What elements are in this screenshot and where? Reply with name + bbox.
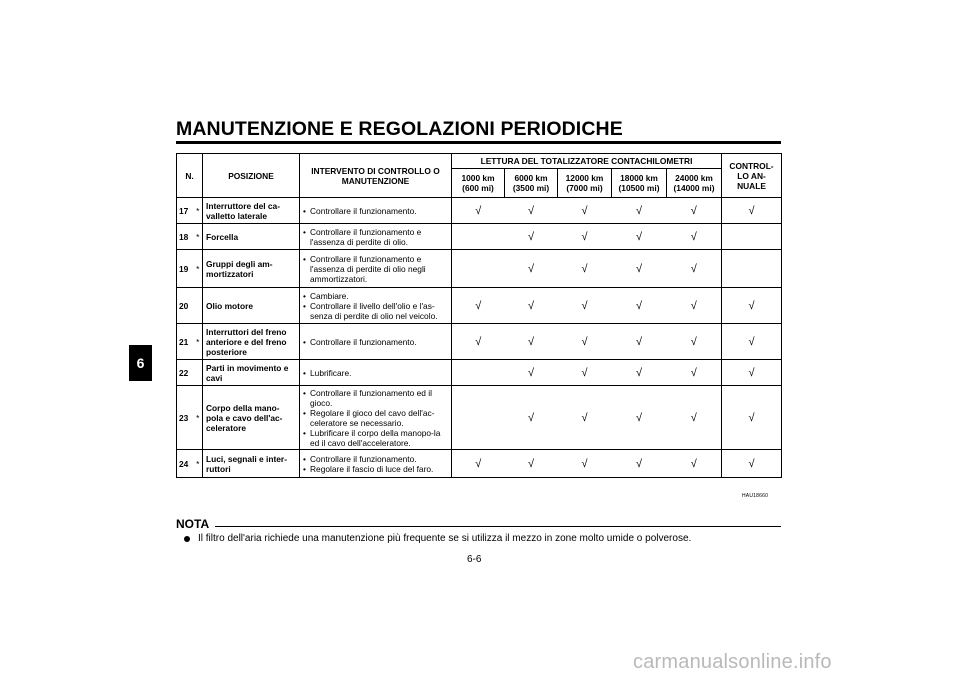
- check-mark-icon: √: [635, 366, 643, 379]
- check-cell: [452, 288, 505, 324]
- action-list: [303, 388, 448, 448]
- check-cell: [558, 360, 612, 386]
- check-cell: [452, 250, 505, 288]
- annual-check-cell: [722, 198, 782, 224]
- check-cell: [505, 224, 558, 250]
- action-item: • Controllare il funzionamento e l'assenza di perdite di olio negli ammortizzatori.: [303, 254, 448, 284]
- check-mark-icon: √: [690, 411, 697, 424]
- check-mark-icon: √: [527, 262, 535, 275]
- check-cell: [505, 250, 558, 288]
- check-mark-icon: √: [690, 262, 697, 275]
- action-list: [303, 206, 448, 216]
- row-actions: [300, 450, 452, 478]
- check-cell: [452, 198, 505, 224]
- check-mark-icon: √: [475, 299, 482, 312]
- check-cell: [667, 288, 722, 324]
- check-mark-icon: √: [475, 457, 482, 470]
- check-cell: [667, 250, 722, 288]
- row-position: Interruttore del ca-valletto laterale: [203, 198, 300, 224]
- check-mark-icon: √: [748, 299, 755, 312]
- check-mark-icon: √: [690, 299, 697, 312]
- action-list: [303, 227, 448, 247]
- action-item: • Controllare il funzionamento e l'assenza di perdite di olio.: [303, 227, 448, 247]
- action-list: [303, 454, 448, 474]
- row-star: *: [194, 250, 203, 288]
- action-list: [303, 337, 448, 347]
- row-number: 24: [177, 450, 194, 478]
- row-number: 19: [177, 250, 194, 288]
- row-actions: [300, 224, 452, 250]
- action-item: • Lubrificare.: [303, 368, 448, 378]
- bullet-icon: [184, 536, 190, 542]
- header-odometer-2: 12000 km (7000 mi): [558, 169, 612, 198]
- row-number: 21: [177, 324, 194, 360]
- row-actions: [300, 360, 452, 386]
- check-cell: [667, 450, 722, 478]
- row-number: 22: [177, 360, 194, 386]
- check-mark-icon: √: [581, 204, 588, 217]
- table-row: [177, 224, 782, 250]
- check-cell: [612, 386, 667, 450]
- action-item: • Controllare il funzionamento ed il gioco.: [303, 388, 448, 408]
- check-cell: [505, 288, 558, 324]
- row-position: Gruppi degli am-mortizzatori: [203, 250, 300, 288]
- document-code: HAU18660: [742, 493, 769, 499]
- check-mark-icon: √: [527, 230, 535, 243]
- action-item: • Cambiare.: [303, 291, 448, 301]
- note-item: [184, 533, 691, 544]
- header-odometer-3: 18000 km (10500 mi): [612, 169, 667, 198]
- check-mark-icon: √: [527, 299, 535, 312]
- check-cell: [452, 360, 505, 386]
- check-mark-icon: √: [635, 230, 643, 243]
- header-annual: CONTROL-LO AN-NUALE: [722, 154, 782, 198]
- check-cell: [667, 324, 722, 360]
- check-cell: [505, 198, 558, 224]
- note-rule: [215, 526, 781, 527]
- check-mark-icon: √: [635, 299, 643, 312]
- row-star: [194, 360, 203, 386]
- action-list: [303, 368, 448, 378]
- row-actions: [300, 198, 452, 224]
- action-item: • Regolare il fascio di luce del faro.: [303, 464, 448, 474]
- header-position: POSIZIONE: [203, 154, 300, 198]
- check-cell: [612, 224, 667, 250]
- check-mark-icon: √: [527, 204, 535, 217]
- action-item: • Lubrificare il corpo della manopo-la ed il cavo dell'acceleratore.: [303, 428, 448, 448]
- action-item: • Controllare il funzionamento.: [303, 337, 448, 347]
- row-number: 20: [177, 288, 194, 324]
- table-row: [177, 324, 782, 360]
- check-cell: [505, 386, 558, 450]
- check-mark-icon: √: [581, 366, 588, 379]
- check-cell: [505, 450, 558, 478]
- table-row: [177, 386, 782, 450]
- row-number: 18: [177, 224, 194, 250]
- check-mark-icon: √: [690, 230, 697, 243]
- check-cell: [452, 450, 505, 478]
- row-number: 23: [177, 386, 194, 450]
- check-mark-icon: √: [748, 204, 755, 217]
- header-odometer-1: 6000 km (3500 mi): [505, 169, 558, 198]
- check-cell: [612, 360, 667, 386]
- header-odometer-0: 1000 km (600 mi): [452, 169, 505, 198]
- row-position: Forcella: [203, 224, 300, 250]
- check-cell: [505, 324, 558, 360]
- header-n: N.: [177, 154, 203, 198]
- row-actions: [300, 386, 452, 450]
- check-cell: [667, 360, 722, 386]
- check-cell: [452, 386, 505, 450]
- check-cell: [558, 198, 612, 224]
- check-mark-icon: √: [527, 335, 535, 348]
- check-cell: [667, 386, 722, 450]
- check-cell: [558, 324, 612, 360]
- check-mark-icon: √: [748, 457, 755, 470]
- row-actions: [300, 288, 452, 324]
- row-star: *: [194, 386, 203, 450]
- action-list: [303, 254, 448, 284]
- table-row: [177, 450, 782, 478]
- check-mark-icon: √: [581, 457, 588, 470]
- watermark: carmanualsonline.info: [633, 651, 832, 673]
- check-mark-icon: √: [635, 457, 643, 470]
- action-item: • Controllare il livello dell'olio e l'as-senza di perdite di olio nel veicolo.: [303, 301, 448, 321]
- annual-check-cell: [722, 386, 782, 450]
- check-mark-icon: √: [748, 366, 755, 379]
- check-mark-icon: √: [581, 230, 588, 243]
- annual-check-cell: [722, 450, 782, 478]
- check-mark-icon: √: [475, 204, 482, 217]
- action-item: • Regolare il gioco del cavo dell'ac-celeratore se necessario.: [303, 408, 448, 428]
- row-position: Corpo della mano-pola e cavo dell'ac-celeratore: [203, 386, 300, 450]
- row-star: *: [194, 450, 203, 478]
- check-mark-icon: √: [581, 262, 588, 275]
- check-cell: [612, 250, 667, 288]
- row-star: *: [194, 324, 203, 360]
- row-star: [194, 288, 203, 324]
- table-row: [177, 360, 782, 386]
- table-row: [177, 198, 782, 224]
- table-row: [177, 250, 782, 288]
- row-position: Luci, segnali e inter-ruttori: [203, 450, 300, 478]
- annual-check-cell: [722, 224, 782, 250]
- check-cell: [558, 386, 612, 450]
- header-action: INTERVENTO DI CONTROLLO O MANUTENZIONE: [300, 154, 452, 198]
- check-mark-icon: √: [635, 262, 643, 275]
- check-cell: [667, 224, 722, 250]
- annual-check-cell: [722, 288, 782, 324]
- check-cell: [452, 224, 505, 250]
- check-cell: [558, 224, 612, 250]
- row-position: Olio motore: [203, 288, 300, 324]
- check-mark-icon: √: [748, 411, 755, 424]
- row-number: 17: [177, 198, 194, 224]
- check-mark-icon: √: [581, 299, 588, 312]
- check-mark-icon: √: [690, 335, 697, 348]
- check-cell: [558, 450, 612, 478]
- row-position: Parti in movimento e cavi: [203, 360, 300, 386]
- action-item: • Controllare il funzionamento.: [303, 454, 448, 464]
- check-mark-icon: √: [527, 411, 535, 424]
- action-list: [303, 291, 448, 321]
- check-mark-icon: √: [475, 335, 482, 348]
- check-mark-icon: √: [527, 457, 535, 470]
- check-mark-icon: √: [581, 335, 588, 348]
- chapter-tab: 6: [129, 345, 152, 381]
- note-text: Il filtro dell'aria richiede una manutenzione più frequente se si utilizza il mezzo in zone molto umide o polverose.: [198, 533, 692, 544]
- annual-check-cell: [722, 360, 782, 386]
- header-odometer-4: 24000 km (14000 mi): [667, 169, 722, 198]
- title-rule: [176, 141, 781, 144]
- check-mark-icon: √: [690, 204, 697, 217]
- note-title: NOTA: [176, 517, 210, 531]
- check-cell: [505, 360, 558, 386]
- check-mark-icon: √: [635, 204, 643, 217]
- row-actions: [300, 324, 452, 360]
- check-mark-icon: √: [527, 366, 535, 379]
- page-title: MANUTENZIONE E REGOLAZIONI PERIODICHE: [176, 118, 623, 140]
- check-cell: [612, 288, 667, 324]
- check-mark-icon: √: [635, 335, 643, 348]
- check-cell: [667, 198, 722, 224]
- page-number: 6-6: [467, 554, 482, 565]
- table-row: [177, 288, 782, 324]
- row-star: *: [194, 198, 203, 224]
- check-mark-icon: √: [635, 411, 643, 424]
- check-cell: [612, 450, 667, 478]
- check-cell: [612, 198, 667, 224]
- row-star: *: [194, 224, 203, 250]
- annual-check-cell: [722, 324, 782, 360]
- check-mark-icon: √: [690, 457, 697, 470]
- check-mark-icon: √: [690, 366, 697, 379]
- action-item: • Controllare il funzionamento.: [303, 206, 448, 216]
- annual-check-cell: [722, 250, 782, 288]
- row-actions: [300, 250, 452, 288]
- check-cell: [612, 324, 667, 360]
- header-odometer-group: LETTURA DEL TOTALIZZATORE CONTACHILOMETRI: [452, 154, 722, 169]
- check-mark-icon: √: [748, 335, 755, 348]
- check-cell: [558, 250, 612, 288]
- check-cell: [558, 288, 612, 324]
- check-mark-icon: √: [581, 411, 588, 424]
- check-cell: [452, 324, 505, 360]
- row-position: Interruttori del freno anteriore e del freno posteriore: [203, 324, 300, 360]
- maintenance-table: [176, 153, 782, 478]
